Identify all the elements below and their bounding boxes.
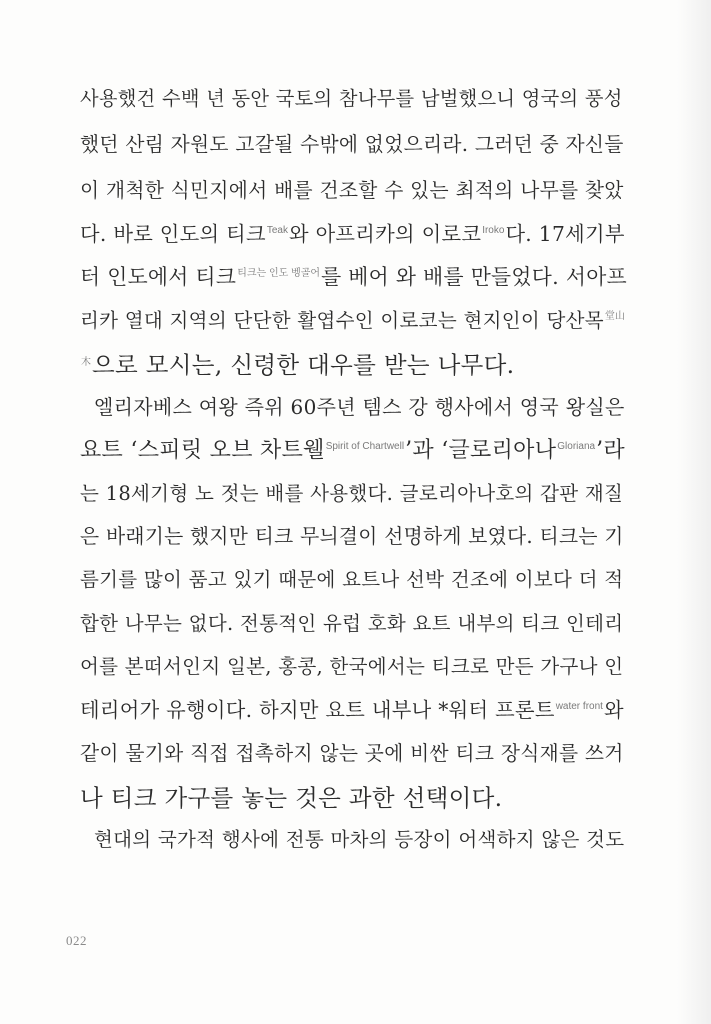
gloss-annotation: 木: [81, 357, 91, 368]
body-text: 테리어가 유행이다. 하지만 요트 내부나 *워터 프론트: [80, 698, 555, 722]
text-line: [80, 224, 625, 244]
text-line: [80, 570, 623, 590]
text-line: [80, 657, 623, 677]
body-text: 으로 모시는, 신령한 대우를 받는 나무다.: [92, 351, 515, 379]
text-line: [94, 397, 625, 417]
gloss-annotation: 堂山: [604, 311, 625, 322]
text-line: [80, 527, 624, 547]
body-text: 와 아프리카의 이로코: [288, 222, 482, 246]
gloss-annotation: Gloriana: [557, 441, 596, 452]
body-text: 다. 17세기부: [505, 222, 625, 246]
text-line: [80, 311, 626, 331]
body-text: 어를 본떠서인지 일본, 홍콩, 한국에서는 티크로 만든 가구나 인: [80, 655, 624, 678]
text-line: [80, 89, 623, 108]
body-text: 엘리자베스 여왕 즉위 60주년 템스 강 행사에서 영국 왕실은: [94, 395, 625, 419]
text-line: [80, 135, 624, 155]
page-gutter-shadow: [677, 0, 711, 1024]
body-text: 사용했건 수백 년 동안 국토의 참나무를 남벌했으니 영국의 풍성: [80, 87, 623, 110]
body-text: 했던 산림 자원도 고갈될 수밖에 없었으리라. 그러던 중 자신들: [80, 133, 624, 156]
text-line: [80, 700, 624, 720]
text-line: [80, 267, 627, 288]
body-text: ’라: [596, 438, 625, 463]
text-line: [80, 351, 515, 379]
body-text: 합한 나무는 없다. 전통적인 유럽 호화 요트 내부의 티크 인테리: [80, 612, 624, 635]
body-text: 리카 열대 지역의 단단한 활엽수인 이로코는 현지인이 당산목: [80, 309, 604, 332]
gloss-annotation: Spirit of Chartwell: [325, 441, 405, 452]
body-text: 현대의 국가적 행사에 전통 마차의 등장이 어색하지 않은 것도: [94, 828, 625, 851]
body-text: 는 18세기형 노 젓는 배를 사용했다. 글로리아나호의 갑판 재질: [80, 482, 624, 505]
body-text: 다. 바로 인도의 티크: [80, 222, 266, 246]
text-line: [80, 484, 623, 504]
body-text: 요트 ‘스피릿 오브 차트웰: [80, 438, 325, 463]
text-line: [94, 830, 624, 850]
body-text: 나 티크 가구를 놓는 것은 과한 선택이다.: [80, 784, 503, 812]
gloss-annotation: Iroko: [482, 225, 505, 236]
body-text: 를 베어 와 배를 만들었다. 서아프: [321, 265, 627, 289]
gloss-annotation: 티크는 인도 벵골어: [237, 268, 321, 279]
text-line: [80, 744, 624, 764]
body-text: 이 개척한 식민지에서 배를 건조할 수 있는 최적의 나무를 찾았: [80, 179, 624, 202]
text-line: [80, 784, 503, 812]
body-text: 은 바래기는 했지만 티크 무늬결이 선명하게 보였다. 티크는 기: [80, 525, 624, 548]
page-number: 022: [66, 933, 87, 948]
body-text: 터 인도에서 티크: [80, 265, 237, 289]
gloss-annotation: Teak: [266, 225, 288, 236]
body-text: 름기를 많이 품고 있기 때문에 요트나 선박 건조에 이보다 더 적: [80, 568, 624, 591]
body-text: 같이 물기와 직접 접촉하지 않는 곳에 비싼 티크 장식재를 쓰거: [80, 742, 624, 765]
body-text: ’과 ‘글로리아나: [405, 438, 557, 463]
body-text: 와: [603, 698, 624, 722]
text-line: [80, 440, 625, 462]
text-line: [80, 181, 624, 201]
gloss-annotation: water front: [555, 701, 603, 712]
text-line: [80, 614, 623, 634]
